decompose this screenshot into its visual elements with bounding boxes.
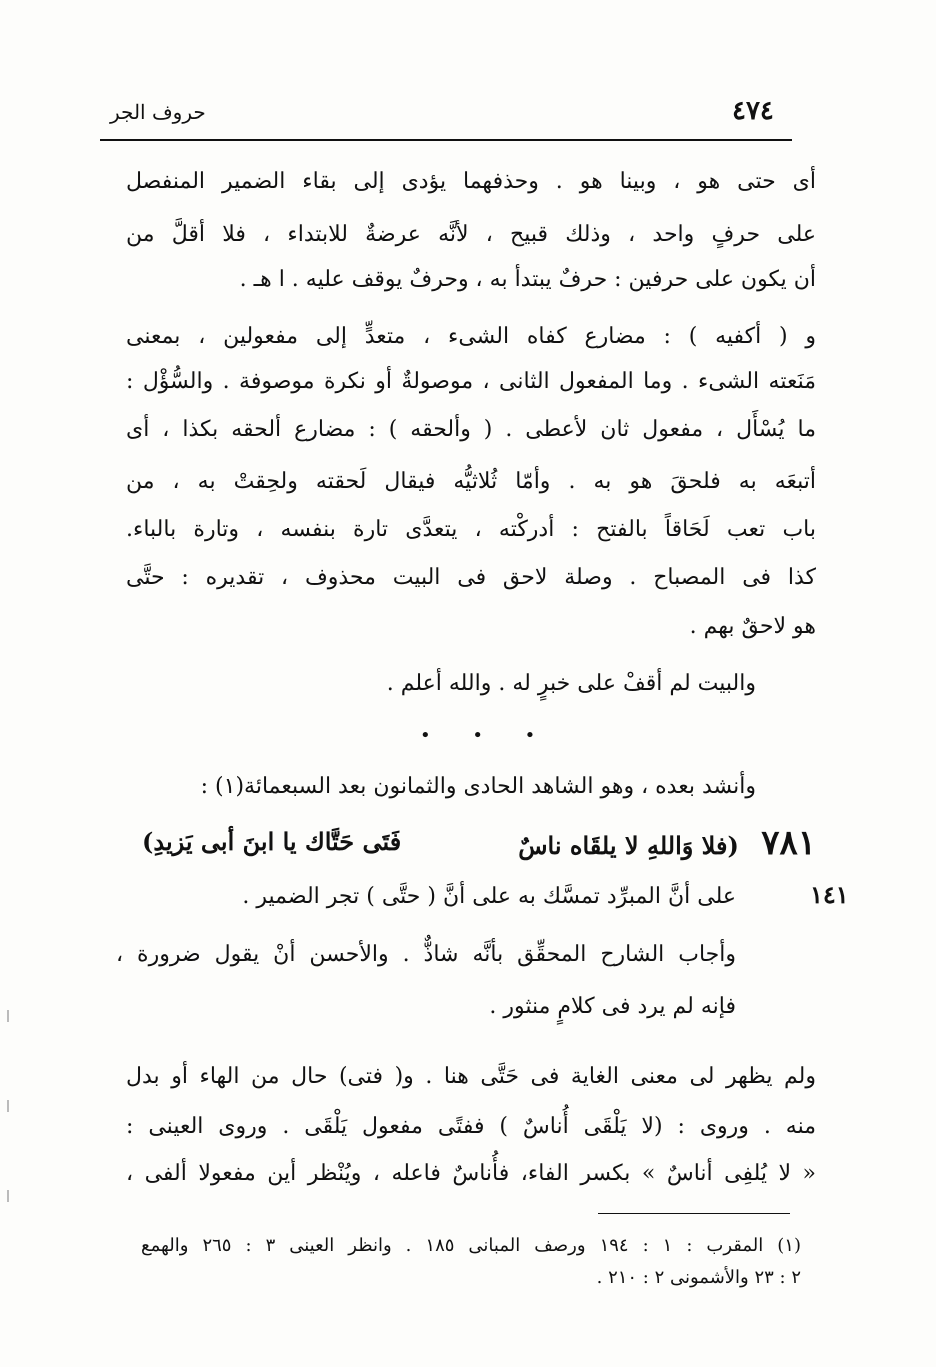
commentary-line: فإنه لم يرد فى كلامٍ منثور . <box>489 994 736 1019</box>
commentary-line: ولم يظهر لى معنى الغاية فى حَتَّى هنا . و( فتى) حال من الهاء أو بدل <box>126 1064 816 1089</box>
body-line: باب تعب لَحَاقاً بالفتح : أدركْته ، يتعدَّى تارة بنفسه ، وتارة بالباء. <box>126 517 816 542</box>
verse-number: ٧٨١ <box>761 823 816 863</box>
footnote-line: ٢ : ٢٣ والأشمونى ٢ : ٢١٠ . <box>596 1267 801 1288</box>
scan-mark <box>7 1100 9 1112</box>
body-line: كذا فى المصباح . وصلة لاحق فى البيت محذوف ، تقديره : حتَّى <box>126 565 816 590</box>
body-line: ما يُسْأَل ، مفعول ثان لأعطى . ( وألحقه ) : مضارع ألحقه بكذا ، أى <box>126 417 816 442</box>
scan-mark <box>7 1190 9 1202</box>
body-line: مَنَعته الشىء . وما المفعول الثانى ، موصولةٌ أو نكرة موصوفة . والسُّؤْل : <box>126 369 816 394</box>
section-separator: • • • <box>420 725 554 746</box>
margin-number: ١٤١ <box>810 880 849 909</box>
body-line: والبيت لم أقفْ على خبرٍ له . والله أعلم . <box>386 671 756 696</box>
header-rule <box>100 139 792 141</box>
body-line: على حرفٍ واحد ، وذلك قبيح ، لأنَّه عرضةٌ للابتداء ، فلا أقلَّ من <box>126 222 816 247</box>
verse-hemistich-2: فَتَى حَتَّاك يا ابنَ أبى يَزيدِ) <box>142 827 402 856</box>
body-line: أن يكون على حرفين : حرفٌ يبتدأ به ، وحرفٌ يوقف عليه . ا هـ . <box>239 267 816 292</box>
body-line: و ( أكفيه ) : مضارع كفاه الشىء ، متعدٍّ إلى مفعولين ، بمعنى <box>126 324 816 349</box>
commentary-line: على أنَّ المبرِّد تمسَّك به على أنَّ ( حتَّى ) تجر الضمير . <box>242 884 736 909</box>
verse-intro: وأنشد بعده ، وهو الشاهد الحادى والثمانون بعد السبعمائة(١) : <box>200 774 756 799</box>
commentary-line: « لا يُلفِى أناسٌ » بكسر الفاء، فأُناسٌ فاعله ، ويُنْظر أين مفعولا ألفى ، <box>126 1161 816 1186</box>
verse-line <box>126 823 816 863</box>
page-number: ٤٧٤ <box>732 96 774 126</box>
body-line: أتبعَه به فلحقَ هو به . وأمّا ثُلاثيُّه فيقال لَحقته ولحِقتْ به ، من <box>126 469 816 494</box>
commentary-line: وأجاب الشارح المحقِّق بأنَّه شاذٌّ . والأحسن أنْ يقول ضرورة ، <box>116 942 736 967</box>
footnote-rule <box>598 1213 790 1214</box>
commentary-line: منه . وروى : (لا يَلْقَى أُناسٌ ) ففتًى مفعول يَلْقَى . وروى العينى : <box>126 1114 816 1139</box>
footnote-line: (١) المقرب : ١ : ١٩٤ ورصف المبانى ١٨٥ . وانظر العينى ٣ : ٢٦٥ والهمع <box>141 1235 801 1256</box>
body-line: هو لاحقٌ بهم . <box>689 614 816 639</box>
verse-hemistich-1: (فلا وَاللهِ لا يلقَاه ناسٌ <box>518 831 739 860</box>
running-title: حروف الجر <box>110 100 206 124</box>
scan-mark <box>7 1010 9 1022</box>
body-line: أى حتى هو ، وبينا هو . وحذفهما يؤدى إلى بقاء الضمير المنفصل <box>126 169 816 194</box>
